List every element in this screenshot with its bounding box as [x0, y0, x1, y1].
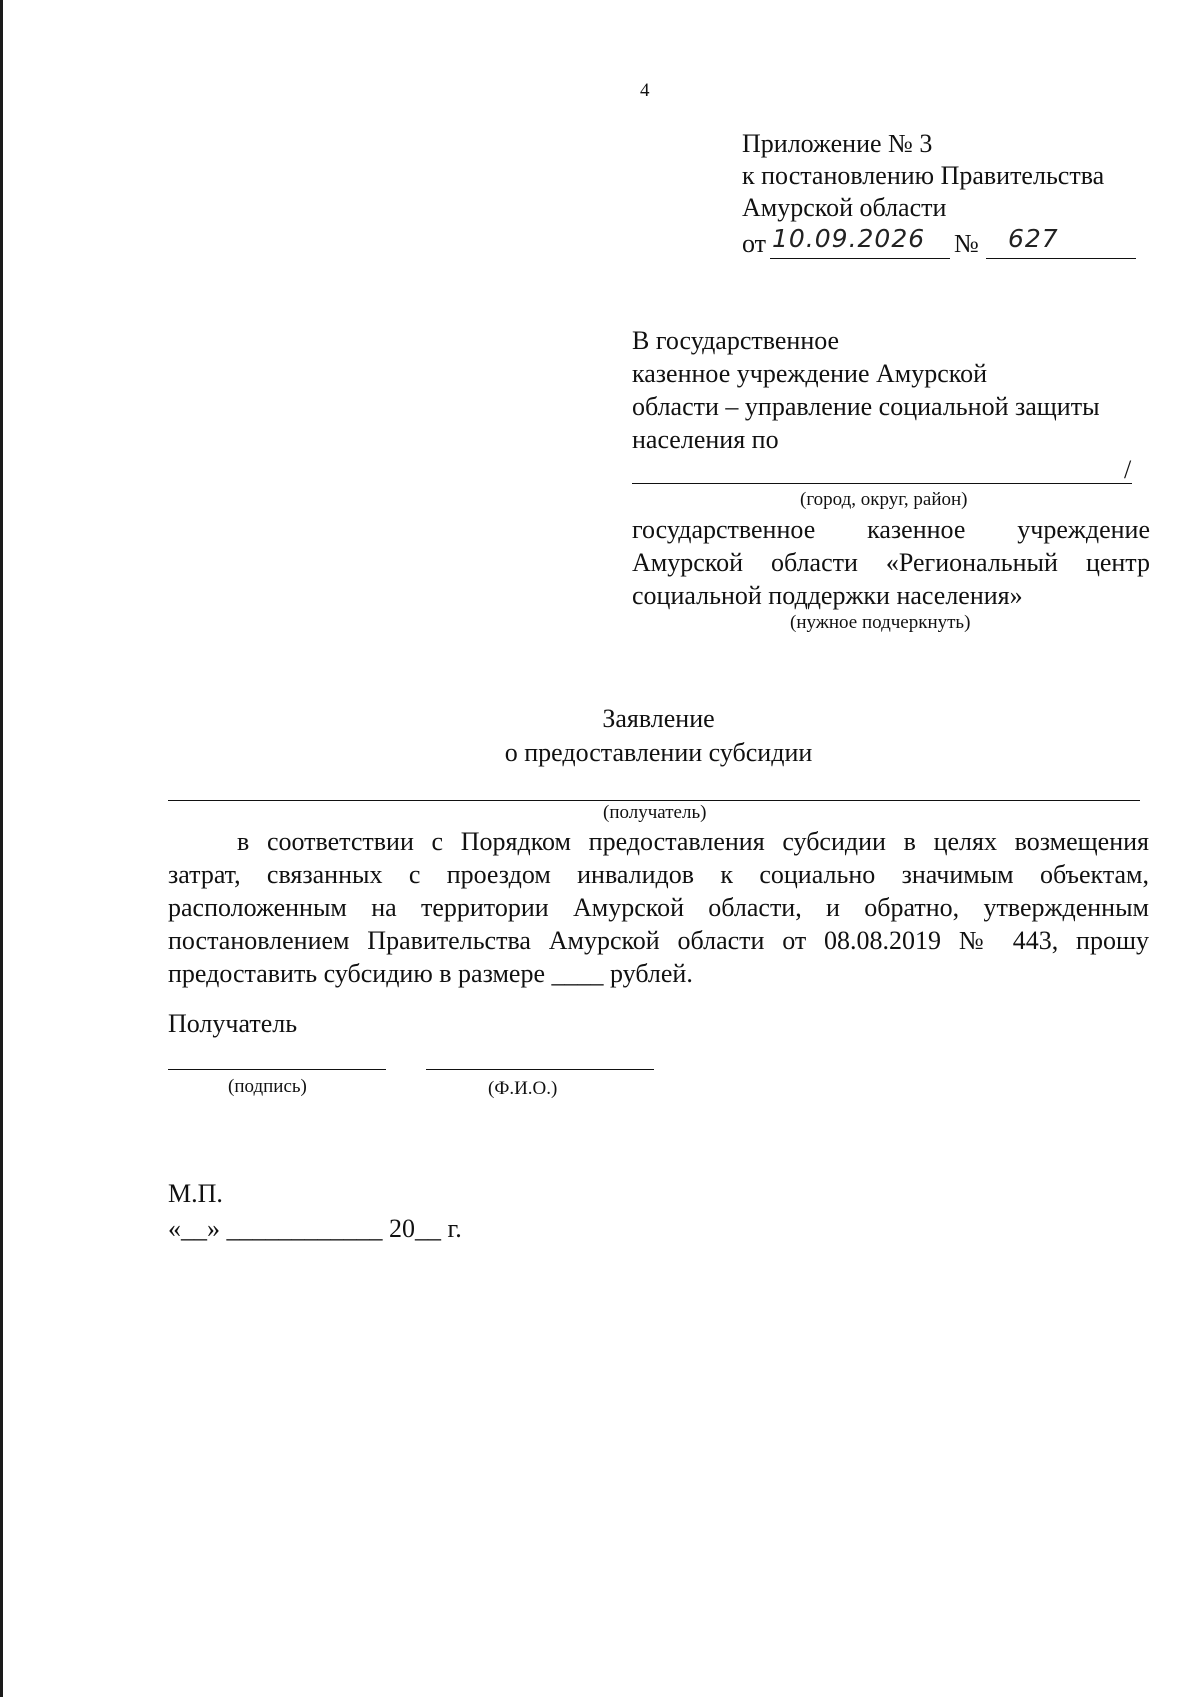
addressee-line5: государственное казенное учреждение	[632, 515, 1150, 544]
number-handwritten: 627	[1008, 224, 1059, 253]
date-line: «__» ____________ 20__ г.	[168, 1214, 462, 1243]
appendix-title: Приложение № 3	[742, 129, 933, 158]
addressee-line7: социальной поддержки населения»	[632, 581, 1023, 610]
hint-recipient: (получатель)	[603, 802, 707, 823]
signature-field-line	[168, 1045, 386, 1070]
date-field-line	[770, 224, 950, 259]
recipient-field-line	[168, 770, 1140, 801]
body-line4: постановлением Правительства Амурской области от 08.08.2019 № 443, прошу	[168, 926, 1149, 955]
hint-underline: (нужное подчеркнуть)	[790, 612, 971, 633]
city-field-line	[632, 456, 1132, 484]
body-line3: расположенным на территории Амурской области, и обратно, утвержденным	[168, 893, 1149, 922]
appendix-number-prefix: №	[954, 229, 979, 258]
body-line2: затрат, связанных с проездом инвалидов к социально значимым объектам,	[168, 860, 1149, 889]
signature-label: Получатель	[168, 1009, 298, 1038]
date-handwritten: 10.09.2026	[772, 224, 926, 253]
addressee-line2: казенное учреждение Амурской	[632, 359, 987, 388]
addressee-line4: населения по	[632, 425, 779, 454]
number-field-line	[986, 224, 1136, 259]
hint-name: (Ф.И.О.)	[488, 1078, 558, 1099]
stamp-label: М.П.	[168, 1179, 223, 1208]
name-field-line	[426, 1045, 654, 1070]
addressee-line6: Амурской области «Региональный центр	[632, 548, 1150, 577]
scan-edge	[0, 0, 3, 1697]
document-title: Заявление	[602, 704, 715, 733]
appendix-date-prefix: от	[742, 229, 767, 258]
addressee-line3: области – управление социальной защиты	[632, 392, 1100, 421]
appendix-line2: к постановлению Правительства	[742, 161, 1105, 190]
body-line5: предоставить субсидию в размере ____ рублей.	[168, 959, 693, 988]
hint-city: (город, округ, район)	[800, 489, 968, 510]
appendix-line3: Амурской области	[742, 193, 947, 222]
page-number: 4	[640, 80, 650, 101]
addressee-slash: /	[1124, 455, 1132, 484]
body-line1: в соответствии с Порядком предоставления субсидии в целях возмещения	[237, 827, 1149, 856]
addressee-line1: В государственное	[632, 326, 840, 355]
document-subtitle: о предоставлении субсидии	[504, 738, 813, 767]
hint-signature: (подпись)	[228, 1076, 307, 1097]
